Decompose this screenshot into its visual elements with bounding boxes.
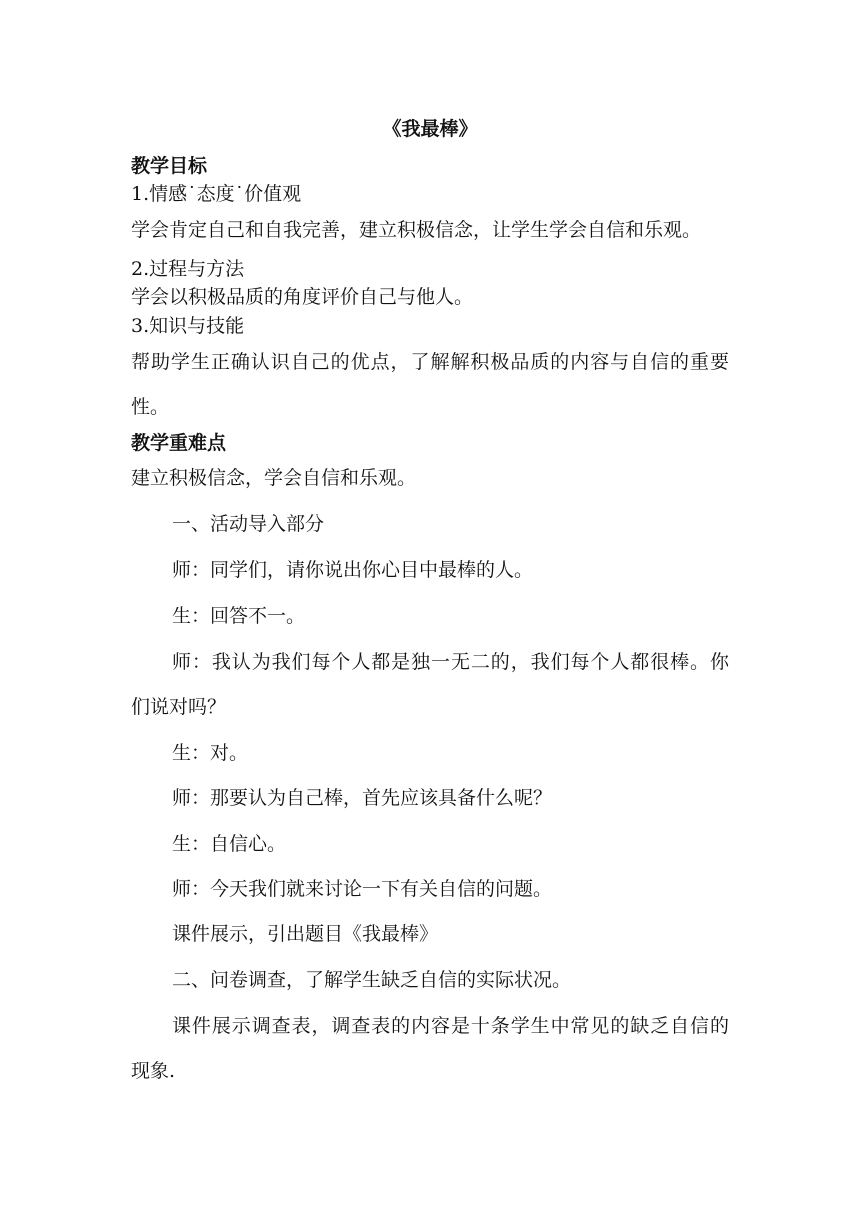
- dialogue-line: 师：我认为我们每个人都是独一无二的，我们每个人都很棒。你: [172, 651, 729, 673]
- key-points-heading: 教学重难点: [131, 432, 227, 454]
- document-title: 《我最棒》: [382, 118, 478, 140]
- goal-1-text: 学会肯定自己和自我完善，建立积极信念，让学生学会自信和乐观。: [131, 219, 702, 241]
- dialogue-line-continuation: 们说对吗？: [131, 696, 227, 718]
- key-points-text: 建立积极信念，学会自信和乐观。: [131, 467, 417, 489]
- dialogue-line: 生：自信心。: [172, 833, 287, 855]
- dialogue-line: 生：回答不一。: [172, 605, 306, 627]
- goal-3-text-line1: 帮助学生正确认识自己的优点，了解解积极品质的内容与自信的重要: [131, 351, 729, 373]
- dialogue-line: 师：那要认为自己棒，首先应该具备什么呢？: [172, 787, 553, 809]
- dialogue-line: 生：对。: [172, 742, 249, 764]
- dialogue-line: 师：同学们，请你说出你心目中最棒的人。: [172, 559, 534, 581]
- goal-2-text: 学会以积极品质的角度评价自己与他人。: [131, 286, 474, 308]
- paragraph: 课件展示调查表，调查表的内容是十条学生中常见的缺乏自信的: [172, 1015, 729, 1037]
- goals-heading: 教学目标: [131, 155, 208, 177]
- goal-1-label: 1.情感˙态度˙价值观: [131, 183, 302, 205]
- paragraph: 课件展示，引出题目《我最棒》: [172, 923, 439, 945]
- paragraph-continuation: 现象.: [131, 1060, 176, 1082]
- dialogue-line: 师：今天我们就来讨论一下有关自信的问题。: [172, 878, 553, 900]
- goal-2-label: 2.过程与方法: [131, 258, 245, 280]
- goal-3-text-line2: 性。: [131, 396, 170, 418]
- goal-3-label: 3.知识与技能: [131, 315, 245, 337]
- section-2-heading: 二、问卷调查，了解学生缺乏自信的实际状况。: [172, 969, 572, 991]
- section-1-heading: 一、活动导入部分: [172, 513, 325, 535]
